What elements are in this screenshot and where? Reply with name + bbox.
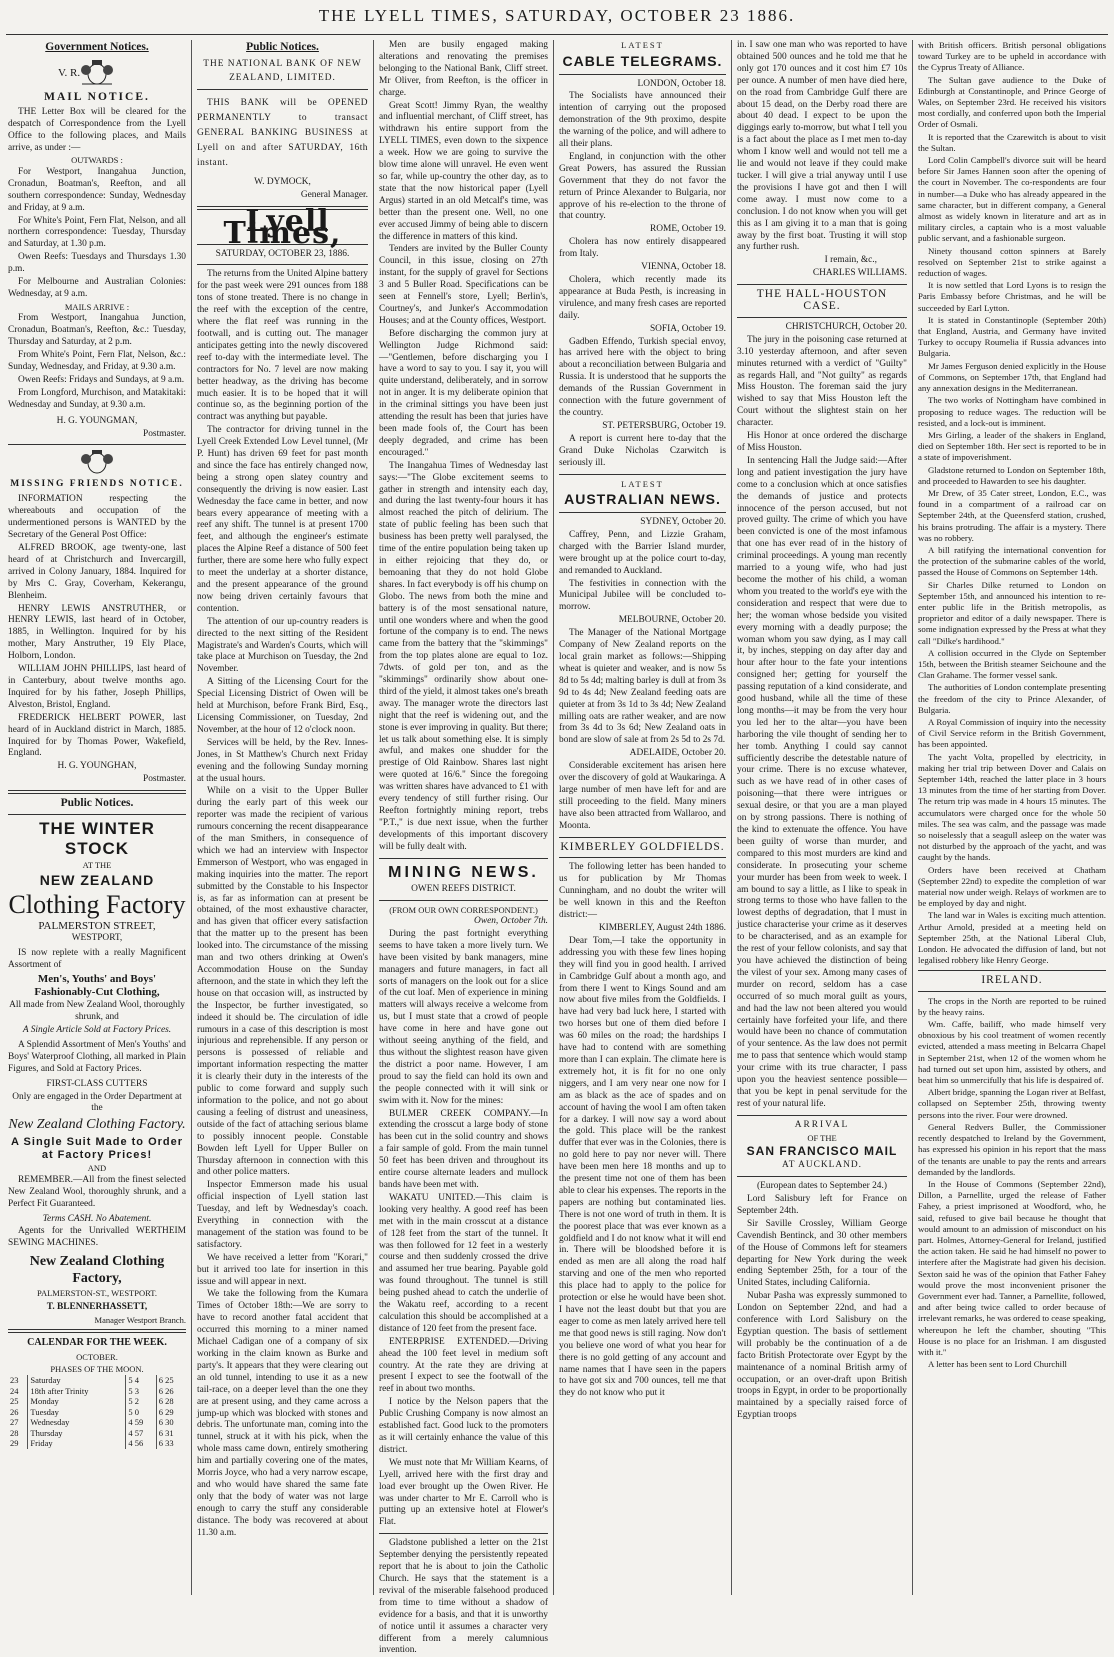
paragraph: The yacht Volta, propelled by electricity, in making her trial trip between Dover and Calais on September 14th, reached the latter place in 3 hours 13 minutes from the time of her starting from Dover. The return trip was made in 4 hours 15 minutes. The accumulators were charged once for the whole 50 miles. The sea was calm, and the passage was made so noiselessly that a seagull asleep on the water was not disturbed by the approach of the yacht, and was caught by the hands.	[918, 751, 1106, 863]
paragraph: Albert bridge, spanning the Logan river at Belfast, collapsed on September 25th, throwing twenty persons into the river. Four were drowned.	[918, 1087, 1106, 1120]
divider	[737, 1176, 907, 1177]
divider	[559, 74, 726, 75]
paragraph: The returns from the United Alpine battery for the past week were 291 ounces from 188 tons of stone treated. There is no change in the reef with the exception of the centre, where the flat reef was running in the footwall, and is cutting out. The manager anticipates getting into the newly discovered reef to-day with the intermediate level. The contractors for No. 7 level are now making better headway, as the driving has become much easier. It is to be hoped that it will continue so, as the beginning portion of the contract was anything but payable.	[197, 269, 368, 423]
ad-text: IS now replete with a really Magnificent Assortment of	[8, 948, 186, 971]
divider	[379, 900, 548, 901]
calendar-cell: 23	[10, 1375, 19, 1386]
ad-text: All made from New Zealand Wool, thoroughly shrunk, and	[9, 1000, 185, 1023]
paragraph: A report is current here to-day that the Grand Duke Nicholas Czarwitch is seriously ill.	[559, 433, 726, 468]
column-1	[8, 40, 186, 1595]
calendar-cell: 4 56	[126, 1438, 156, 1449]
divider	[379, 1533, 548, 1534]
paragraph: BULMER CREEK COMPANY.—In extending the crosscut a large body of stone has been cut in the solid country and shows a fair sample of gold. From the main tunnel 50 feet has been driven and throughout its entire course alternate leaders and mullock bands have been met with.	[379, 1108, 548, 1190]
paragraph: The authorities of London contemplate presenting the freedom of the city to Prince Alexander, of Bulgaria.	[918, 682, 1106, 715]
section-kicker: OF THE	[807, 1132, 837, 1143]
paragraph: Orders have been received at Chatham (September 22nd) to expedite the completion of war material now under weigh. Relays of workmen are to be employed by day and night.	[918, 864, 1106, 909]
signature-title: General Manager.	[300, 189, 368, 200]
ad-text: T. BLENNERHASSETT,	[46, 1301, 148, 1312]
paragraph: WILLIAM JOHN PHILLIPS, last heard of in Canterbury, about twelve months ago. Inquired for by his father, Joseph Phillips, Alveston, Bristol, England.	[8, 664, 186, 710]
ad-text: Manager Westport Branch.	[94, 1314, 186, 1325]
paragraph: The crops in the North are reported to be ruined by the heavy rains.	[918, 995, 1106, 1017]
calendar-cell: 5 4	[126, 1375, 156, 1386]
divider	[8, 1329, 186, 1333]
ad-text: AND	[87, 1163, 107, 1174]
paragraph: Sir Saville Crossley, William George Cavendish Bentinck, and 30 other members of the House of Commons left for steamers departing for New York during the week ending September 25th, for a tour of the United States, including California.	[737, 1218, 907, 1289]
paragraph: I notice by the Nelson papers that the Public Crushing Company is now almost an established fact. Good luck to the promoters as it will certainly enhance the value of this district.	[379, 1397, 548, 1455]
paragraph: WAKATU UNITED.—This claim is looking very healthy. A good reef has been met with in the main crosscut at a distance of 128 feet from the start of the tunnel. It was then followed for 12 feet in a westerly course and then suddenly crossed the drive and assumed her true bearing. Payable gold was found throughout. The tunnel is still being pushed ahead to catch the underlie of the Wakatu reef, according to a recent calculation this should be accomplished at a distance of 120 feet from the present face.	[379, 1192, 548, 1334]
column-rule	[912, 40, 913, 1595]
paragraph: with British officers. British personal obligations toward Turkey are to be upheld in accordance with the Cyprus Treaty of Alliance.	[918, 40, 1106, 73]
paragraph: A collision occurred in the Clyde on September 15th, between the British steamer Seichoune and the Clan Grahame. The former vessel sank.	[918, 647, 1106, 681]
ad-text: A Single Article Sold at Factory Prices.	[22, 1024, 172, 1035]
paragraph: While on a visit to the Upper Buller during the early part of this week our reporter was made the recipient of various rumours concerning the recent disappearance of the man Smithers, in consequence of which we had an interview with Inspector Emmerson of Westport, who was engaged in making inquiries into the matter. The report submitted by the Constable to his Inspector is, as far as information can at present be obtained, of the most exhaustive character, and has given that officer every satisfaction that the matter up to the present has been looked into. The circumstance of the missing man and two others drinking at Owen's Accommodation House on the Sunday afternoon, and the state in which they left the house on that occasion will, as instructed by the Inspector, be further investigated, so indeed it should be. The circulation of idle rumours in a case of this description is most injurious and reprehensible. If any person or persons is possessed of reliable and important information respecting the matter it is clearly their duty in the interests of the public to come forward and supply such information to the police, and not go about causing a feeling of distrust and uneasiness, outside of the fact of attaching serious blame to possibly innocent people. Constable Bowden left Lyell for Upper Buller on Thursday afternoon in connection with this and other police matters.	[197, 786, 368, 1178]
dateline: SOFIA, October 19.	[649, 323, 726, 334]
column-rule	[731, 40, 732, 1595]
paragraph: Owen Reefs: Fridays and Sundays, at 9 a.m.	[18, 374, 185, 385]
calendar-row	[8, 1386, 186, 1397]
issue-date: SATURDAY, OCTOBER 23, 1886.	[215, 248, 350, 259]
paragraph: Caffrey, Penn, and Lizzie Graham, charged with the Barrier Island murder, were brought up at the police court to-day, and remanded to Auckland.	[559, 529, 726, 576]
calendar-cell: 6 31	[156, 1428, 186, 1439]
subheading: (FROM OUR OWN CORRESPONDENT.)	[389, 904, 538, 915]
subheading: MAILS ARRIVE :	[64, 301, 130, 312]
paragraph: The land war in Wales is exciting much attention. Arthur Arnold, presided at a meeting held on September 25th, at the National Liberal Club, London. He advocated the diffusion of land, but not legalised robbery like Henry George.	[918, 910, 1106, 966]
calendar-cell: 4 57	[126, 1428, 156, 1439]
divider	[197, 264, 368, 265]
paragraph: Gadben Effendo, Turkish special envoy, has arrived here with the object to bring about a reconciliation between Bulgaria and Russia. It is understood that he supports the demands of the Russian Government in connection with the future government of the country.	[559, 336, 726, 418]
calendar-cell: 29	[10, 1438, 19, 1449]
paragraph: in. I saw one man who was reported to have obtained 500 ounces and he told me that he only got 170 ounces and it cost him £7 10s per ounce. A number of men have died here, on the road from Cambridge Gulf there are about 15 dead, on the Derby road there are about 40 dead. I expect to be upon the diggings early to-morrow, but what I tell you is a fact about the place as I met men to-day whom I know well and would not tell me a lie and would not leave if they could make tucker. I will give a trial anyway until I use the provisions I have got and then I will come away. I must now come to a conclusion. I do not know when you will get this as I am giving it to a man that is going away by the first boat. Trusting it will stop any further rush.	[737, 40, 907, 253]
dateline: KIMBERLEY, August 24th 1886.	[598, 923, 726, 933]
paragraph: Cholera has now entirely disappeared from Italy.	[559, 237, 726, 260]
calendar-row	[8, 1428, 186, 1439]
divider	[559, 512, 726, 513]
paragraph: FREDERICK HELBERT POWER, last heard of in Auckland district in March, 1885. Inquired for by Thomas Power, Wakefield, England.	[8, 712, 186, 759]
section-kicker: ARRIVAL	[794, 1119, 850, 1130]
calendar-cell: Wednesday	[28, 1417, 126, 1428]
signature: W. DYMOCK,	[254, 176, 311, 187]
calendar-row	[8, 1407, 186, 1418]
divider	[918, 991, 1106, 992]
paragraph: In sentencing Hall the Judge said:—After long and patient investigation the jury have come to a conclusion which at once satisfies the demands of justice and protects innocence of the person accused, but not proved guilty. The crime of which you have been convicted is one of the most infamous that one has ever read of in the history of criminal proceedings. A young man recently married to a young wife, who had just become the mother of his child, a woman whom you treated to the world's eye with the consideration and respect that were due to her; the woman whose bedside you visited every morning with a deadly purpose; the woman whom you saw dying, as I may call it, by inches, stepping on day after day and hour after hour to the fate your intentions consigned her; getting for yourself the passing reputation of a kind considerate, and good husband, while all the time of these long months—it may be from the very hour you led her to the altar—you have been harboring the vile thought of sending her to her tomb. Anything I could say cannot sufficiently describe the detestable nature of your crime. There is no excuse whatever, such as we have read of in other cases of poisoning—that there were intrigues or sexual desire, or that you are a man played on by strong passions. There is nothing of the kind to extenuate the offence. You have been guilty of worse than murder, and compared to this most murders are kind and considerate. In prosecuting your scheme your murder has been from week to week. I am bound to say a little, as I like to speak in strong terms to those who have fallen to the lowest depths of degradation, that I must in justice characterise your crime as it deserves to be characterised, and as an example for the rest of your fellow colonists, and say that you have achieved the distinction of being the vilest of your sex. Among many cases of murder on record, seldom has a case occurred of so much moral guilt as yours, and had the law not been altered you would certainly have forfeited your life, and there would have been no chance of commutation of your sentence. As the law does not permit me to pass that sentence which would stamp your crime with its true character, I pass upon you the heaviest sentence possible—that you be kept in penal servitude for the rest of your natural life.	[737, 455, 907, 1109]
calendar-cell: 6 25	[156, 1375, 186, 1386]
calendar-month: OCTOBER.	[76, 1352, 118, 1363]
paragraph: Men are busily engaged making alterations and renovating the premises belonging to the National Bank, Cliff street. Mr Oliver, from Reefton, is the officer in charge.	[379, 40, 548, 98]
calendar-row	[8, 1375, 186, 1386]
paragraph: The Manager of the National Mortgage Company of New Zealand reports on the local grain market as follows:—Shipping wheat is quieter and weaker, and is now 5s 8d to 5s 4d; malting barley is dull at from 3s 9d to 4s 4d; New Zealand feeding oats are quieter at from 3s 1d to 3s 4d; New Zealand milling oats are rather weaker, and are now from 3s 4d to 3s 6d; New Zealand oats in bond are slow of sale at from 2s 5d to 2s 7d.	[559, 628, 726, 746]
masthead-rule	[6, 34, 1108, 35]
ad-text: Only are engaged in the Order Department at the	[12, 1091, 182, 1114]
newspaper-title: Lyell Times,	[223, 203, 342, 251]
calendar-phases: PHASES OF THE MOON.	[50, 1363, 144, 1374]
ad-text: PALMERSTON-ST., WESTPORT.	[37, 1288, 157, 1299]
divider	[559, 837, 726, 838]
paragraph: The Socialists have announced their intention of carrying out the proposed demonstration of the 9th proximo, despite the warning of the police, and will adhere to all their plans.	[559, 91, 726, 150]
signature: CHARLES WILLIAMS.	[812, 268, 907, 279]
calendar-cell: 6 29	[156, 1407, 186, 1418]
ad-text: WESTPORT,	[71, 933, 123, 944]
paragraph: A letter has been sent to Lord Churchill	[928, 1359, 1068, 1370]
calendar-cell: 5 0	[126, 1407, 156, 1418]
calendar-row	[8, 1417, 186, 1428]
divider	[8, 444, 186, 445]
ad-heading: NEW ZEALAND	[39, 871, 155, 888]
column-rule	[553, 40, 554, 1595]
section-heading: MINING NEWS.	[388, 863, 539, 881]
paragraph: ENTERPRISE EXTENDED.—Driving ahead the 100 feet level in medium soft country. At the rate they are driving at present I expect to see the footwall of the reef in about two months.	[379, 1336, 548, 1395]
paragraph: Gladstone published a letter on the 21st September denying the persistently repeated report that he is about to join the Catholic Church. He says that the statement is a revival of the miserable falsehood produced from time to time without a shadow of evidence for a basis, and that it is unworthy of notice until it assumes a character very different from a merely calumnious invention.	[379, 1538, 548, 1656]
dateline: MELBOURNE, October 20.	[618, 615, 726, 626]
dateline: VIENNA, October 18.	[641, 262, 726, 273]
column-6	[918, 40, 1106, 1595]
paragraph: Ninety thousand cotton spinners at Barely resolved on September 21st to strike against a reduction of wages.	[918, 245, 1106, 279]
ad-heading: Clothing Factory	[8, 889, 186, 919]
calendar-cell: 25	[10, 1396, 19, 1407]
mail-notice-title: MAIL NOTICE.	[44, 90, 150, 103]
paragraph: From Longford, Murchison, and Matakitaki: Wednesday and Sunday, at 9.30 a.m.	[8, 387, 186, 410]
ad-text: AT THE	[82, 860, 112, 871]
paragraph: From Westport, Inangahua Junction, Cronadun, Boatman's, Reefton, &c.: Tuesday, Thursday and Saturday, at 2 p.m.	[8, 313, 186, 348]
paragraph: Inspector Emmerson made his usual official inspection of Lyell station last Tuesday, and left by Wednesday's coach. Everything in connection with the management of the station was found to be satisfactory.	[197, 1180, 368, 1250]
signature-title: Postmaster.	[143, 774, 186, 785]
calendar-cell: 18th after Trinity	[28, 1386, 126, 1397]
paragraph: The Inangahua Times of Wednesday last says:—"The Globe excitement seems to gather in strength and intensity each day, and during the last twenty-four hours it has almost reached the pitch of delirium. The state of public feeling has been such that business has been pretty well paralysed, the time of the entire population being taken up in either rejoicing that they do, or bemoaning that they do not hold Globe shares. In fact everybody is off his chump on Globo. The news from both the mine and battery is of the most sensational nature, until one wonders where and when the good fortune of the company is to end. The news came from the battery that the "skimmings" from the top plates alone are equal to 1oz. 7dwts. of gold per ton, and as the "skimmings" ordinarily show about one-third of the yield, it almost takes one's breath away. The manager wrote the directors last night that the reef is widening out, and the stone is ever improving in quality. But there; let us talk about something else. It is simply awful, and makes one shudder for the prestige of Old Rainbow. Shares last night were quoted at 16/6." Since the foregoing was written shares have advanced to £1 with every tendency of still further rising. Our Reefton fortnightly mining report, trebs "P.T.," is due next issue, when the further developments of this important discovery will be fully dealt with.	[379, 460, 548, 852]
ad-heading: New Zealand Clothing Factory,	[29, 1254, 165, 1287]
paragraph: It is now settled that Lord Lyons is to resign the Paris Embassy before Christmas, and he will be succeeded by Earl Lytton.	[918, 280, 1106, 313]
masthead: THE LYELL TIMES, SATURDAY, OCTOBER 23 1886.	[318, 6, 796, 25]
subheading: OWEN REEFS DISTRICT.	[411, 883, 516, 894]
ad-text: Men's, Youths' and Boys' Fashionably-Cut Clothing,	[34, 973, 160, 999]
section-heading: CABLE TELEGRAMS.	[562, 52, 723, 69]
calendar-cell: 26	[10, 1406, 19, 1417]
paragraph: Wm. Caffe, bailiff, who made himself very obnoxious by his cool treatment of women recently evicted, attended a mass meeting in Belcarra Chapel in September 21st, when 12 of the women whom he had turned out set upon him, assisted by others, and beat him so unmercifully that his life is despaired of.	[918, 1019, 1106, 1086]
calendar-cell: 5 2	[126, 1396, 156, 1407]
calendar-cell: 6 28	[156, 1396, 186, 1407]
crest-initials: V. R.	[58, 66, 81, 79]
paragraph: The Sultan gave audience to the Duke of Edinburgh at Constantinople, and Prince George of Wales, on September 23rd. He received his visitors most cordially, and conferred upon both the Imperial Order of Osmali.	[918, 74, 1106, 130]
paragraph: A Sitting of the Licensing Court for the Special Licensing District of Owen will be held at Murchison, before Frank Bird, Esq., Licensing Commissioner, on Tuesday, 2nd November, at the hour of 12 o'clock noon.	[197, 677, 368, 735]
paragraph: For White's Point, Fern Flat, Nelson, and all northern correspondence: Tuesday, Thursday and Saturday, at 1.30 p.m.	[8, 215, 186, 250]
calendar-cell: Thursday	[28, 1428, 126, 1439]
paragraph: Tenders are invited by the Buller County Council, in this issue, closing on 27th instant, for the supply of gravel for Sections 3 and 5 Buller Road. Specifications can be seen at Fennell's store, Lyell; Berlin's, Courtney's, and Junker's Accommodation Houses; and at the County offices, Westport.	[379, 244, 548, 326]
paragraph: Mrs Girling, a leader of the shakers in England, died on September 18th. Her sect is reported to be in a state of impoverishment.	[918, 429, 1106, 463]
divider	[8, 790, 186, 794]
calendar-cell: Friday	[28, 1438, 126, 1449]
divider	[737, 284, 907, 285]
paragraph: Great Scott! Jimmy Ryan, the wealthy and influential merchant, of Cliff street, has withdrawn his entire support from the LYELL TIMES, even down to the sixpence a week. How we are going to survive the blow time alone will unravel. He even went so far, while up-country the other day, as to state that the now historical paper (Lyell Argus) started in an old Metcalf's time, was better than the present one. Well, no one ever accused Jimmy of being able to discern the difference in matters of this kind.	[379, 100, 548, 242]
column-5	[737, 40, 907, 1595]
paragraph: It is stated in Constantinople (September 20th) that England, Austria, and Germany have invited Turkey to occupy Roumelia if Russia advances into Bulgaria.	[918, 314, 1106, 359]
dateline: LONDON, October 18.	[637, 78, 726, 89]
dateline: ST. PETERSBURG, October 19.	[602, 420, 726, 431]
closing: I remain, &c.,	[824, 255, 877, 266]
paragraph: The two works of Nottingham have combined in proposing to reduce wages. The reduction will be resisted, and a lock-out is imminent.	[918, 395, 1106, 428]
paragraph: Mr Drew, of 35 Cater street, London, E.C., was found in a compartment of a railroad car on September 24th, at the Queensferd station, crushed, his brains protruding. The affair is a mystery. There was no robbery.	[918, 487, 1106, 543]
divider	[918, 970, 1106, 971]
paragraph: We must note that Mr William Kearns, of Lyell, arrived here with the first dray and load ever brought up the Owen River. He was under charter to Mr E. Carroll who is putting up an extensive hotel at Flower's Flat.	[379, 1457, 548, 1528]
divider	[8, 814, 186, 815]
divider	[559, 857, 726, 858]
paragraph: The contractor for driving tunnel in the Lyell Creek Extended Low Level tunnel, (Mr P. Hunt) has driven 69 feet for past month and since the face has entirely changed now, being a strong open slatey country and consequently the driving is now easier. Last Wednesday the face came in better, and now bears every appearance of meeting with a reef any shift. The tunnel is at present 1700 feet, and although the engineer's estimate places the Alpine Reef a distance of 500 feet further, there are some here who fully expect to meet the underlay at a shorter distance, and the present appearance of the ground now being driven certainly favours that contention.	[197, 425, 368, 614]
dateline: ADELAIDE, October 20.	[629, 748, 726, 759]
paragraph: Nubar Pasha was expressly summoned to London on September 22nd, and had a conference with Lord Salisbury on the Egyptian question. The basis of settlement will probably be the continuation of a de facto British Protectorate over Egypt by the maintenance of a nominal British army of occupation, or an over-draft upon British troops in Egypt, in order to be proportionally maintained by a specially raised force of Egyptian troops	[737, 1291, 907, 1421]
paragraph: It is reported that the Czarewitch is about to visit the Sultan.	[918, 131, 1106, 153]
paragraph: Cholera, which recently made its appearance at Buda Pesth, is increasing in virulence, and many fresh cases are reported daily.	[559, 275, 726, 321]
paragraph: We take the following from the Kumara Times of October 18th:—We are sorry to have to record another fatal accident that occurred this morning to a miner named Michael Cadigan one of a company of six working in the claim known as Burke and party's. It appears that they were clearing out an old tunnel, intending to use it as a new tail-race, on a deeper level than the one they are at present using, and they came across a jump-up which was blocked with stones and debris. The unfortunate man, coming into the tunnel, struck at it with his pick, when the whole mass came down, entirely smothering him and partially covering one of the mates, Morris Joyce, who had a very narrow escape, and who would have shared the same fate only that the body of water was not large enough to carry the stuff any considerable distance. The body was recovered at about 11.30 a.m.	[197, 1289, 368, 1538]
calendar-cell: 27	[10, 1417, 19, 1428]
section-heading: Public Notices.	[60, 797, 134, 810]
section-heading: Government Notices.	[45, 41, 149, 53]
dateline: CHRISTCHURCH, October 20.	[785, 321, 907, 332]
royal-crest-icon	[8, 58, 186, 88]
missing-friends-title: MISSING FRIENDS NOTICE.	[10, 479, 184, 490]
paragraph: Owen Reefs: Tuesdays and Thursdays 1.30 p.m.	[8, 252, 186, 275]
ad-text: Agents for the Unrivalled WERTHEIM SEWING MACHINES.	[8, 1226, 186, 1249]
paragraph: ALFRED BROOK, age twenty-one, last heard of at Christchurch and Invercargill, arrived in Colony January, 1884. Inquired for by Mrs C. Gray, Coverham, Kekerangu, Blenheim.	[8, 543, 186, 601]
ad-text: Terms CASH. No Abatement.	[42, 1213, 152, 1224]
paragraph: Before discharging the common jury at Wellington Judge Richmond said:—"Gentlemen, before discharging you I have a word to say to you. I say it, you will quite understand, deliberately, and in sorrow not in anger. It is my deliberate opinion that in the criminal sittings you have been just attending the result has been that juries have been made fools of, the Court has been deeply degraded, and crime has been encouraged."	[379, 328, 548, 458]
paragraph: Considerable excitement has arisen here over the discovery of gold at Waukaringa. A large number of men have left for and are still proceeding to the field. Many miners have also been attracted from Wallaroo, and Moonta.	[559, 761, 726, 831]
calendar-cell: Monday	[28, 1396, 126, 1407]
paragraph: General Redvers Buller, the Commissioner recently despatched to Ireland by the Government, has expressed his opinion in his report that the mass of the tenants are unable to pay the rents and arrears demanded by the landlords.	[918, 1121, 1106, 1177]
calendar-row	[8, 1396, 186, 1407]
signature: H. G. YOUNGHAN,	[57, 761, 137, 772]
paragraph: Mr James Ferguson denied explicitly in the House of Commons, on September 17th, that England had any annexation designs in the Mediterranean.	[918, 360, 1106, 394]
ad-text: FIRST-CLASS CUTTERS	[46, 1078, 148, 1089]
paragraph: For Melbourne and Australian Colonies: Wednesday, at 9 a.m.	[8, 277, 186, 299]
signature: H. G. YOUNGMAN,	[56, 415, 138, 426]
calendar-cell: 6 30	[156, 1417, 186, 1428]
paragraph: Lord Salisbury left for France on September 24th.	[737, 1193, 907, 1216]
paragraph: The following letter has been handed to us for publication by Mr Thomas Cunningham, and no doubt the writer will be well known in this and the Reefton district:—	[559, 862, 726, 921]
subheading: (European dates to September 24.)	[757, 1181, 887, 1192]
divider	[197, 89, 368, 90]
paragraph: INFORMATION respecting the whereabouts and occupation of the undermentioned persons is WANTED by the Secretary of the General Post Office:	[8, 494, 186, 541]
signature-title: Postmaster.	[143, 428, 186, 439]
paragraph: Sir Charles Dilke returned to London on September 15th, and announced his intention to re-enter public life in the British metropolis, as proprietor and editor of a daily newspaper. There is some indignation expressed by the Press at what they call "Dilke's hardihood."	[918, 579, 1106, 646]
calendar-cell: Tuesday	[28, 1407, 126, 1418]
section-heading: KIMBERLEY GOLDFIELDS.	[560, 840, 725, 853]
dateline: SYDNEY, October 20.	[640, 517, 726, 527]
calendar-cell: 6 26	[156, 1386, 186, 1397]
section-heading: IRELAND.	[981, 974, 1043, 987]
ad-heading: THE WINTER STOCK	[39, 819, 155, 859]
paragraph: A bill ratifying the international convention for the protection of the submarine cables of the world, passed the House of Commons on September 14th.	[918, 544, 1106, 578]
column-3	[379, 40, 548, 1656]
paragraph: The festivities in connection with the Municipal Jubilee will be concluded to-morrow.	[559, 578, 726, 613]
calendar-table	[8, 1375, 186, 1449]
calendar-row	[8, 1438, 186, 1449]
section-kicker: LATEST	[621, 478, 664, 489]
dateline: ROME, October 19.	[649, 224, 726, 235]
paragraph: We have received a letter from "Korari," but it arrived too late for insertion in this issue and will appear in next.	[197, 1252, 368, 1287]
column-2	[197, 40, 368, 1595]
subheading: AT AUCKLAND.	[781, 1160, 863, 1171]
paragraph: The attention of our up-country readers is directed to the next sitting of the Resident Magistrate's and Warden's Courts, which will take place at Murchison on Tuesday, the 2nd November.	[197, 616, 368, 675]
paragraph: A Royal Commission of inquiry into the necessity of Civil Service reform in the British Government, has been appointed.	[918, 716, 1106, 750]
ad-text: REMEMBER.—All from the finest selected New Zealand Wool, thoroughly shrunk, and a Perfect Fit Guaranteed.	[8, 1174, 186, 1209]
section-heading: Public Notices.	[246, 41, 319, 53]
ad-heading: A Single Suit Made to Order at Factory Prices!	[10, 1136, 184, 1162]
column-4	[559, 40, 726, 1595]
dateline: Owen, October 7th.	[474, 916, 548, 927]
divider	[737, 1115, 907, 1116]
paragraph: In the House of Commons (September 22nd), Dillon, a Parnellite, urged the release of Father Fahey, a priest imprisoned at Woodford, who, he said, refused to give bail because he thought that would amount to an admission of misconduct on his part. Holmes, Attorney-General for Ireland, justified the action taken. He said he had himself no power to interfere after the Magistrate had given his decision. Sexton said he was of the opinion that Father Fahey would prove the most inconvenient prisoner the Government ever had. Tanner, a Parnellite, followed, and after being twice called to order because of irrelevant remarks, he was ordered to cease speaking, whereupon he left the chamber, shouting "This House is no place for an Irishman. I am disgusted with it."	[918, 1178, 1106, 1357]
column-rule	[373, 40, 374, 1595]
calendar-cell: 28	[10, 1427, 19, 1438]
calendar-cell: 4 59	[126, 1417, 156, 1428]
royal-crest-icon	[8, 449, 186, 475]
paragraph: From White's Point, Fern Flat, Nelson, &c.: Sunday, Wednesday, and Friday, at 9.30 a.m.	[8, 350, 186, 373]
paragraph: His Honor at once ordered the discharge of Miss Houston.	[737, 431, 907, 453]
section-heading: SAN FRANCISCO MAIL	[746, 1144, 898, 1159]
paragraph: Lord Colin Campbell's divorce suit will be heard before Sir James Hannen soon after the opening of the court in November. The co-respondents are four in number—a Duke who has already appeared in the same character, but in different company, a General almost as widely known in literature and art as in military circles, a captain who is a most valuable public servant, and a fashionable surgeon.	[918, 155, 1106, 244]
section-heading: AUSTRALIAN NEWS.	[564, 491, 721, 507]
calendar-title: CALENDAR FOR THE WEEK.	[27, 1337, 167, 1349]
paragraph: England, in conjunction with the other Great Powers, has assured the Russian Government that they do not favor the return of Prince Alexander to Bulgaria, nor approve of his re-election to the throne of that country.	[559, 151, 726, 222]
paragraph: THIS BANK will be OPENED PERMANENTLY to transact GENERAL BANKING BUSINESS at Lyell on and after SATURDAY, 16th instant.	[197, 97, 368, 168]
subheading: OUTWARDS :	[71, 155, 123, 166]
paragraph: Services will be held, by the Rev. Innes-Jones, in St Matthew's Church next Friday evening and the following Sunday morning at the usual hours.	[197, 737, 368, 784]
paragraph: THE Letter Box will be cleared for the despatch of Correspondence from the Lyell Office to the following places, and Mails arrive, as under :—	[8, 106, 186, 153]
ad-text: New Zealand Clothing Factory.	[8, 1117, 186, 1133]
paragraph: Gladstone returned to London on September 18th, and proceeded to Hawarden to see his daughter.	[918, 464, 1106, 486]
paragraph: For Westport, Inangahua Junction, Cronadun, Boatman's, Reefton, and all southern correspondence: Sunday, Wednesday and Friday, at 9 a.m.	[8, 166, 186, 213]
calendar-cell: 5 3	[126, 1386, 156, 1397]
divider	[379, 858, 548, 859]
section-heading: THE HALL-HOUSTON CASE.	[756, 288, 888, 313]
paragraph: Dear Tom,—I take the opportunity in addressing you with these few lines hoping they will find you in good health. I arrived in Cambridge Gulf about a month ago, and from there I went to Kings Sound and am now about five miles from the Goldfields. I have had very bad luck here, I started with two horses but one of them died before I was 60 miles on the road; the hardships I have had to contend with are something more than I can explain. The climate here is extremely hot, it is fit for no one only niggers, and I am very near one now for I am as black as the ace of spades and on account of having the wool I am often taken for a darkey. I will now say a word about the gold. This place will be the rankest duffer that ever was in the Colonies, there is no gold here to pay nor never will. There have been men here 18 months and up to the present time not one of them has been able to clear his expenses. The reports in the papers are nothing but contaminated lies. There is not one word of truth in them. It is the poorest place that was ever known as a goldfield and I do not know what it will end in. There will be bloodshed before it is ended as men are all along the road half starving and one of the men who reported this place had to apply to the police for protection or else he would have been shot. I have not the least doubt but that you are eager to come as men lately arrived here tell me that good news is still raging. Now don't you believe one word of what you hear for there is no gold getting of any account and name names that I have seen in the papers to have got six and 700 ounces, tell me that they do not know who put it	[559, 935, 726, 1399]
paragraph: During the past fortnight everything seems to have taken a more lively turn. We have been visited by bank managers, mine managers and future managers, in fact all sorts of managers on the look out for a slice of the cut loaf. Men of experience in mining matters will always receive a welcome from us, but I must state that a crowd of people have come in here and have gone out without seeing anything of the field, and thus without the slightest reason have given the district a poor name. However, I am proud to say the field can hold its own and the people connected with it will sink or swim with it. Now for the mines:	[379, 928, 548, 1106]
paragraph: HENRY LEWIS ANSTRUTHER, or HENRY LEWIS, last heard of in October, 1885, in Wellington. Inquired for by his mother, Mary Anstruther, 19 Ely Place, Holborn, London.	[8, 603, 186, 662]
ad-text: PALMERSTON STREET,	[38, 919, 156, 932]
column-rule	[191, 40, 192, 1595]
calendar-cell: Saturday	[28, 1375, 126, 1386]
calendar-cell: 24	[10, 1385, 19, 1396]
divider	[737, 317, 907, 318]
calendar-cell: 6 33	[156, 1438, 186, 1449]
section-kicker: LATEST	[621, 40, 664, 50]
paragraph: The jury in the poisoning case returned at 3.10 yesterday afternoon, and after seven minutes returned with a verdict of "Guilty" as regards Hall, and "Not guilty" as regards Miss Houston. The foreman said the jury wished to say that Miss Houston left the Court without the slightest stain on her character.	[737, 334, 907, 429]
ad-text: A Splendid Assortment of Men's Youths' and Boys' Waterproof Clothing, all marked in Plain Figures, and Sold at Factory Prices.	[8, 1039, 186, 1074]
divider	[559, 474, 726, 475]
bank-notice-title: THE NATIONAL BANK OF NEW ZEALAND, LIMITED.	[203, 58, 362, 83]
